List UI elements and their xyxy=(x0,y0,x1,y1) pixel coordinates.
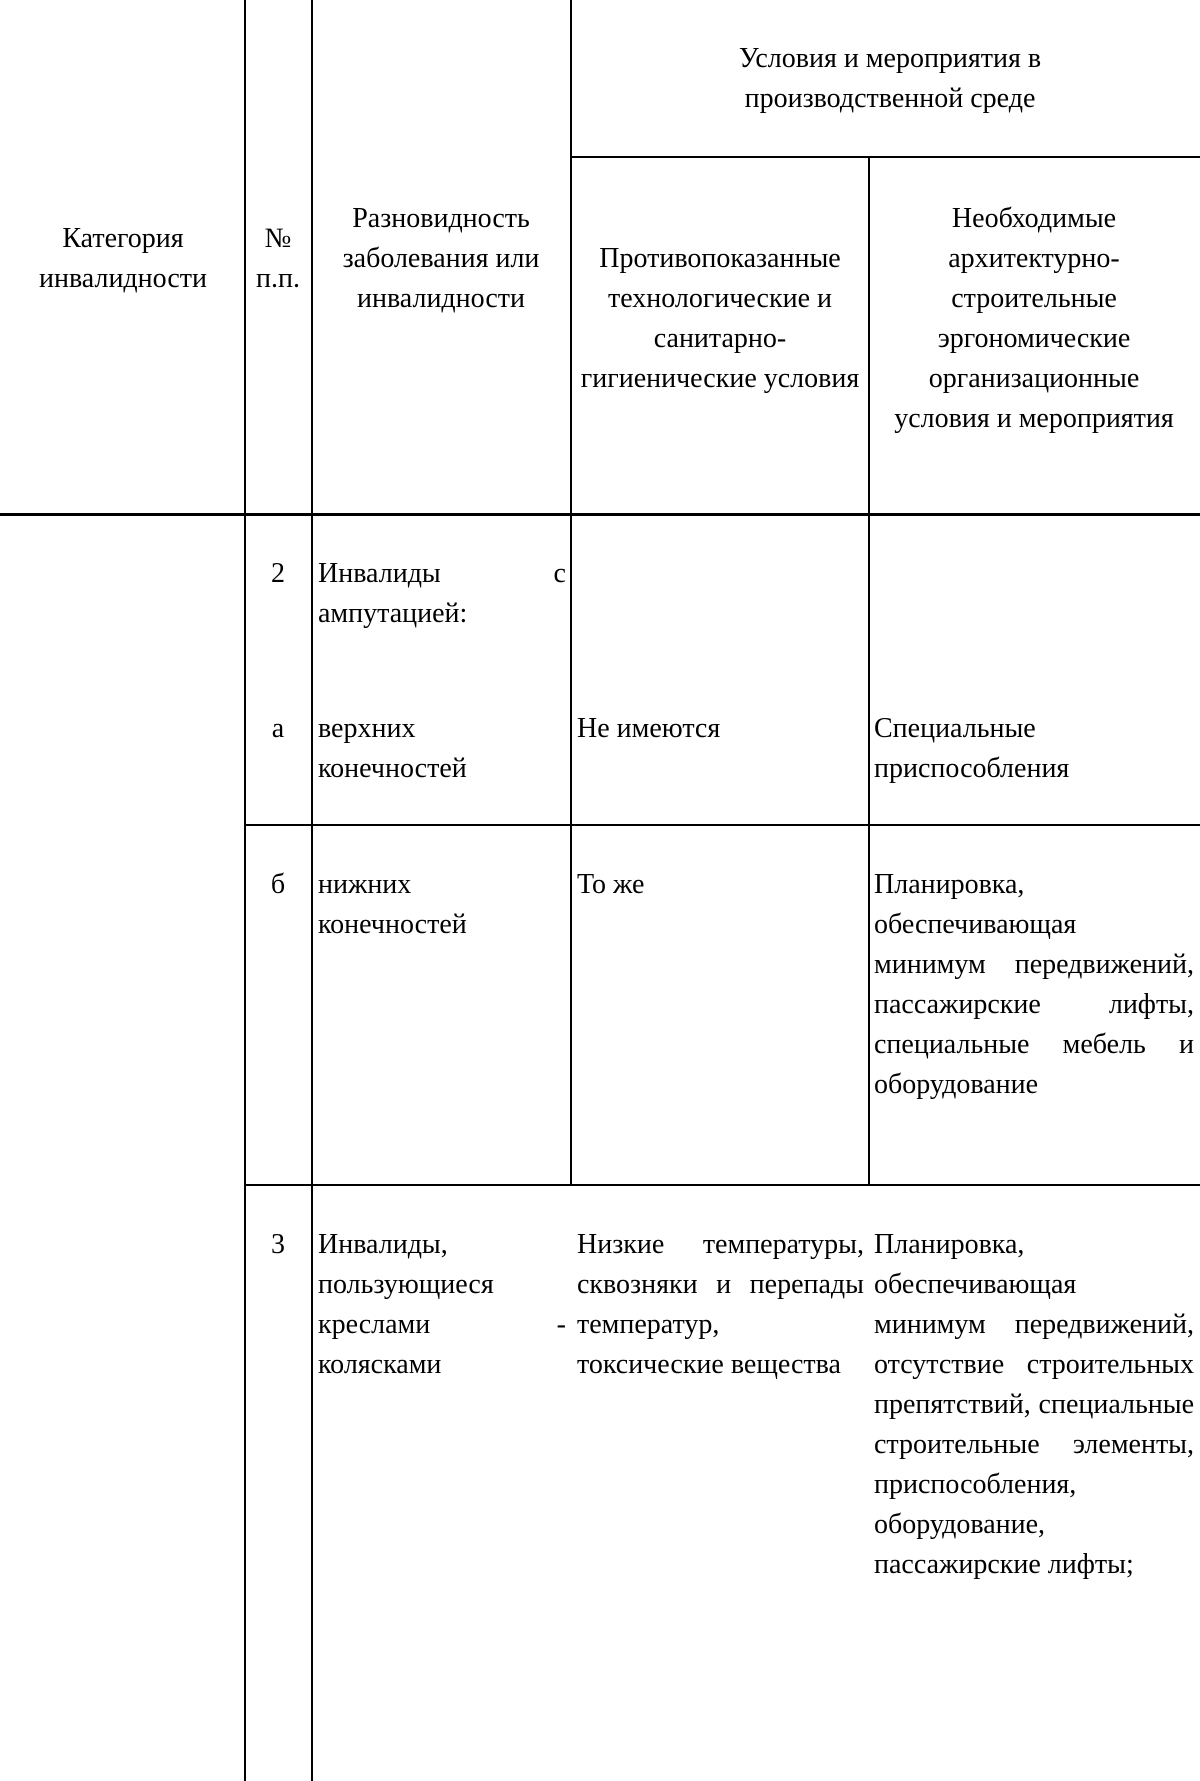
row-2-disease xyxy=(318,554,566,634)
row-line-header-bottom xyxy=(0,513,1200,516)
col-line-contra-right xyxy=(868,156,870,1186)
row-b-disease: нижних конечностей xyxy=(318,869,467,940)
row-2-disease-line2: ампутацией: xyxy=(318,598,468,629)
row-b-required: Планировка, обеспечивающая минимум передвижений, пассажирские лифты, специальные мебель и оборудование xyxy=(874,869,1194,1100)
header-required: Необходимые архитектурно-строительные эргономические организационные условия и мероприятия xyxy=(894,203,1174,434)
header-number: № п.п. xyxy=(256,223,300,294)
row-2-disease-line1: Инвалиды с xyxy=(318,558,566,589)
header-contraindicated: Противопоказанные технологические и санитарно-гигиенические условия xyxy=(580,243,860,394)
row-b-contraindicated: То же xyxy=(577,869,645,900)
header-category: Категория инвалидности xyxy=(38,223,208,294)
header-disease-type: Разновидность заболевания или инвалидности xyxy=(342,203,540,314)
row-3-required: Планировка, обеспечивающая минимум передвижений, отсутствие строительных препятствий, специальные строительные элементы, приспособления, оборудование, пассажирские лифты; xyxy=(874,1229,1194,1580)
header-conditions-group: Условия и мероприятия в производственной среде xyxy=(738,43,1042,114)
row-b-number: б xyxy=(270,869,286,900)
row-a-required: Специальные приспособления xyxy=(874,713,1070,784)
col-line-number-right xyxy=(311,0,313,1781)
row-line-after-b xyxy=(244,1184,1200,1186)
col-line-disease-right xyxy=(570,0,572,1186)
row-line-after-a xyxy=(244,824,1200,826)
row-a-disease: верхних конечностей xyxy=(318,713,467,784)
row-3-disease: Инвалиды, пользующиеся креслами - колясками xyxy=(318,1229,566,1380)
row-3-contraindicated: Низкие температуры, сквозняки и перепады температур, токсические вещества xyxy=(577,1229,864,1380)
row-line-conditions-subheader xyxy=(570,156,1200,158)
row-3-number: 3 xyxy=(271,1229,285,1260)
row-a-contraindicated: Не имеются xyxy=(577,713,721,744)
row-2-number: 2 xyxy=(271,558,285,589)
col-line-category-right xyxy=(244,0,246,1781)
row-a-number: а xyxy=(271,713,285,744)
